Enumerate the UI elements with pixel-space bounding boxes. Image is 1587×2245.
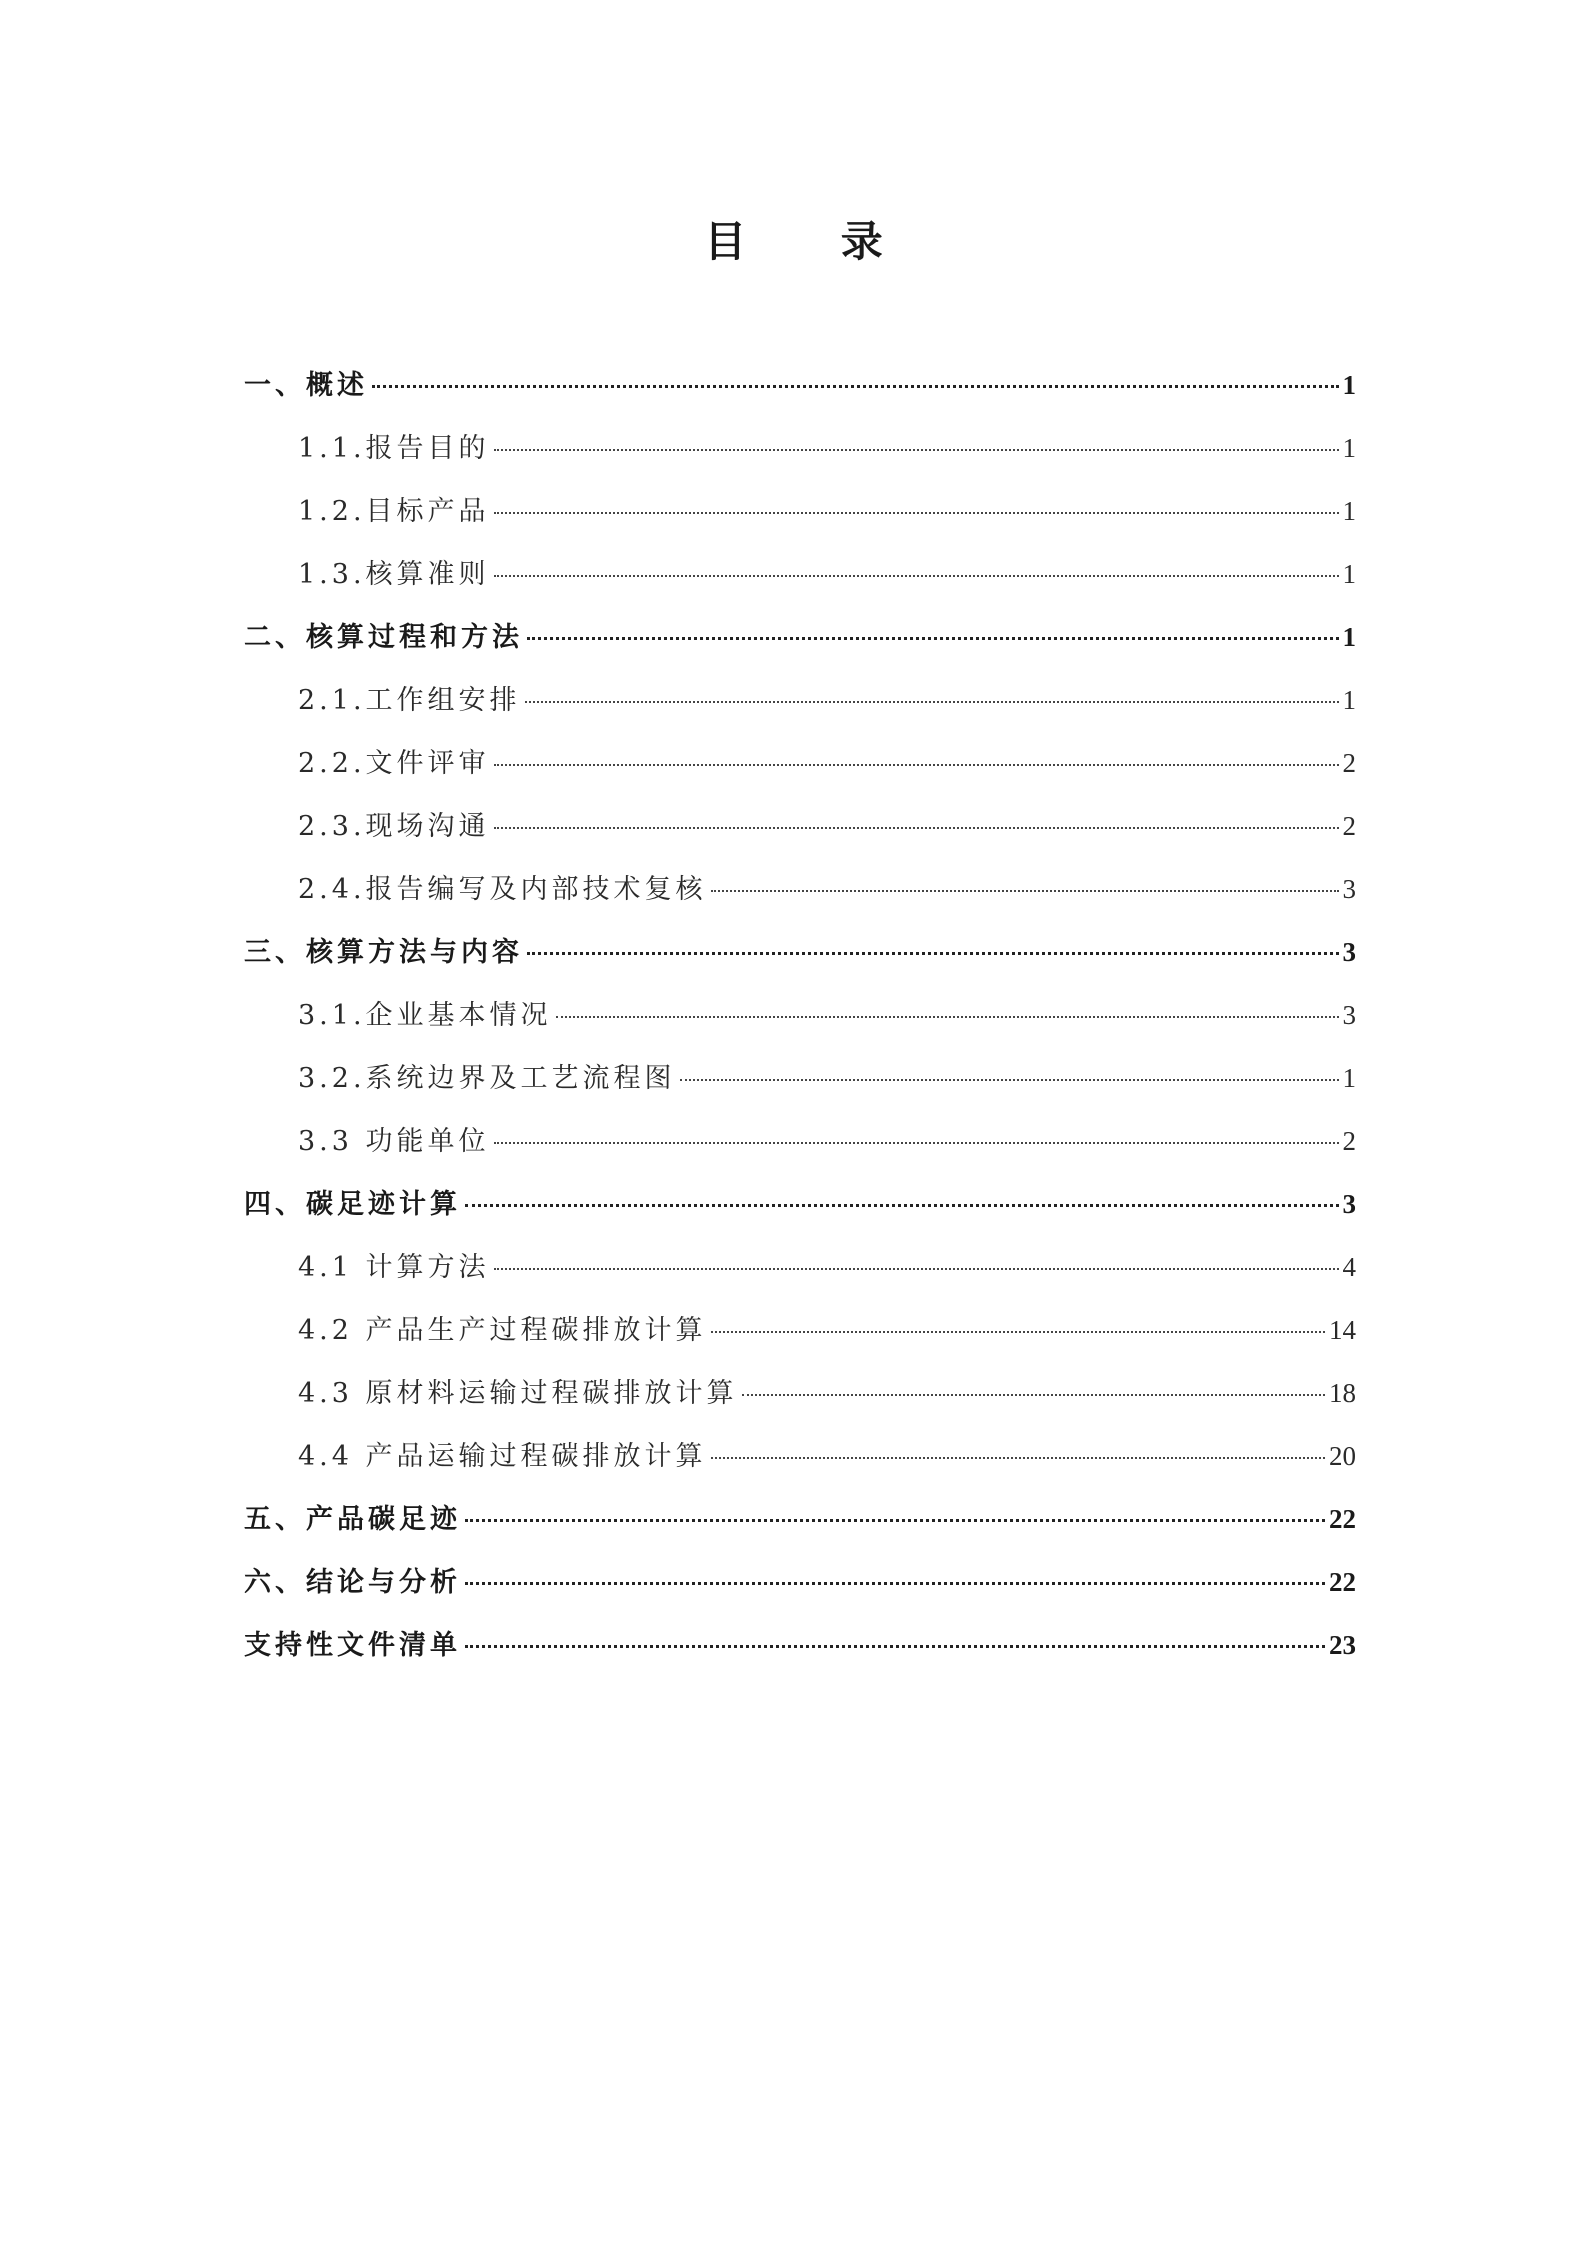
toc-entry-page-number: 2 [1342, 1126, 1356, 1156]
toc-entry-label: 3.3 功能单位 [298, 1126, 490, 1157]
toc-section-entry[interactable] [244, 417, 1356, 480]
toc-section-entry[interactable] [244, 732, 1356, 795]
toc-entry-label: 2.2.文件评审 [298, 748, 490, 779]
toc-entry-page-number: 1 [1342, 685, 1356, 715]
toc-entry-label: 支持性文件清单 [244, 1630, 461, 1661]
toc-entry-label: 1.2.目标产品 [298, 496, 490, 527]
toc-section-entry[interactable] [244, 669, 1356, 732]
table-of-contents [244, 354, 1356, 1677]
toc-dot-leader [527, 637, 1339, 640]
toc-entry-page-number: 3 [1342, 1189, 1356, 1219]
toc-chapter-entry[interactable] [244, 354, 1356, 417]
toc-entry-label: 4.3 原材料运输过程碳排放计算 [298, 1378, 738, 1409]
page-title: 目 录 [704, 217, 923, 266]
toc-entry-label: 四、碳足迹计算 [244, 1189, 461, 1220]
toc-section-entry[interactable] [244, 795, 1356, 858]
toc-entry-page-number: 2 [1342, 811, 1356, 841]
toc-dot-leader [465, 1204, 1339, 1207]
toc-entry-label: 1.3.核算准则 [298, 559, 490, 590]
toc-section-entry[interactable] [244, 480, 1356, 543]
toc-section-entry[interactable] [244, 1362, 1356, 1425]
toc-entry-label: 三、核算方法与内容 [244, 937, 523, 968]
toc-entry-page-number: 3 [1342, 874, 1356, 904]
toc-entry-page-number: 1 [1342, 370, 1356, 400]
toc-entry-label: 4.4 产品运输过程碳排放计算 [298, 1441, 707, 1472]
toc-entry-label: 一、概述 [244, 370, 368, 401]
toc-entry-label: 五、产品碳足迹 [244, 1504, 461, 1535]
toc-dot-leader [680, 1079, 1339, 1081]
toc-dot-leader [494, 575, 1339, 577]
toc-dot-leader [494, 1142, 1339, 1144]
toc-dot-leader [494, 1268, 1339, 1270]
toc-entry-page-number: 22 [1329, 1504, 1356, 1534]
toc-dot-leader [465, 1519, 1325, 1522]
toc-entry-page-number: 4 [1342, 1252, 1356, 1282]
toc-chapter-entry[interactable] [244, 1551, 1356, 1614]
toc-dot-leader [465, 1645, 1325, 1648]
toc-dot-leader [711, 890, 1339, 892]
toc-dot-leader [494, 827, 1339, 829]
toc-dot-leader [494, 449, 1339, 451]
toc-dot-leader [494, 512, 1339, 514]
toc-dot-leader [372, 385, 1339, 388]
toc-entry-page-number: 1 [1342, 559, 1356, 589]
toc-entry-label: 2.3.现场沟通 [298, 811, 490, 842]
toc-dot-leader [711, 1457, 1325, 1459]
toc-chapter-entry[interactable] [244, 921, 1356, 984]
toc-section-entry[interactable] [244, 1110, 1356, 1173]
toc-dot-leader [465, 1582, 1325, 1585]
toc-entry-page-number: 1 [1342, 1063, 1356, 1093]
toc-entry-label: 二、核算过程和方法 [244, 622, 523, 653]
toc-entry-page-number: 3 [1342, 937, 1356, 967]
toc-entry-label: 3.2.系统边界及工艺流程图 [298, 1063, 676, 1094]
toc-entry-page-number: 22 [1329, 1567, 1356, 1597]
toc-section-entry[interactable] [244, 1047, 1356, 1110]
toc-entry-label: 2.1.工作组安排 [298, 685, 521, 716]
toc-entry-page-number: 1 [1342, 433, 1356, 463]
toc-entry-label: 4.2 产品生产过程碳排放计算 [298, 1315, 707, 1346]
toc-chapter-entry[interactable] [244, 1173, 1356, 1236]
toc-entry-label: 3.1.企业基本情况 [298, 1000, 552, 1031]
toc-entry-page-number: 1 [1342, 496, 1356, 526]
toc-entry-page-number: 1 [1342, 622, 1356, 652]
toc-entry-page-number: 20 [1329, 1441, 1356, 1471]
toc-section-entry[interactable] [244, 1425, 1356, 1488]
toc-section-entry[interactable] [244, 858, 1356, 921]
toc-entry-page-number: 3 [1342, 1000, 1356, 1030]
toc-dot-leader [556, 1016, 1339, 1018]
toc-chapter-entry[interactable] [244, 606, 1356, 669]
toc-dot-leader [711, 1331, 1325, 1333]
toc-dot-leader [527, 952, 1339, 955]
toc-entry-label: 六、结论与分析 [244, 1567, 461, 1598]
toc-section-entry[interactable] [244, 543, 1356, 606]
toc-dot-leader [525, 701, 1339, 703]
toc-entry-label: 1.1.报告目的 [298, 433, 490, 464]
toc-chapter-entry[interactable] [244, 1614, 1356, 1677]
toc-dot-leader [742, 1394, 1325, 1396]
toc-entry-label: 2.4.报告编写及内部技术复核 [298, 874, 707, 905]
toc-section-entry[interactable] [244, 1299, 1356, 1362]
toc-section-entry[interactable] [244, 984, 1356, 1047]
toc-entry-page-number: 23 [1329, 1630, 1356, 1660]
toc-entry-page-number: 18 [1329, 1378, 1356, 1408]
toc-dot-leader [494, 764, 1339, 766]
toc-chapter-entry[interactable] [244, 1488, 1356, 1551]
toc-entry-label: 4.1 计算方法 [298, 1252, 490, 1283]
toc-section-entry[interactable] [244, 1236, 1356, 1299]
toc-entry-page-number: 2 [1342, 748, 1356, 778]
toc-entry-page-number: 14 [1329, 1315, 1356, 1345]
